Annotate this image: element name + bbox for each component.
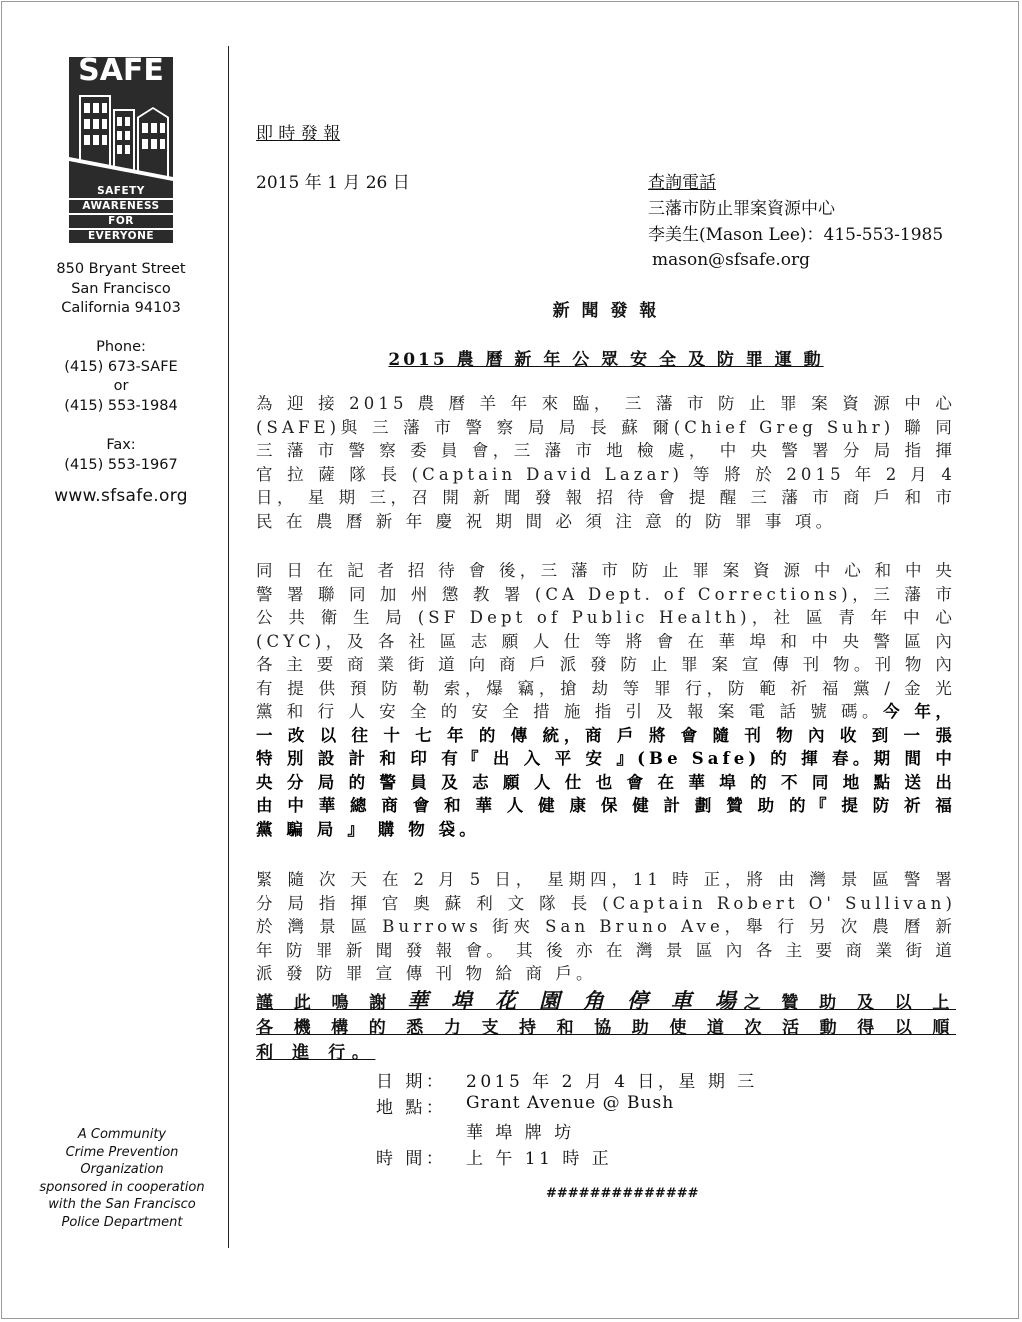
sidebar-divider: [228, 46, 229, 1248]
tagline-line-6: Police Department: [61, 1214, 183, 1230]
event-time-value: 上 午 11 時 正: [466, 1149, 613, 1169]
headline: [256, 345, 956, 370]
news-title: 新 聞 發 報: [552, 301, 660, 321]
safe-logo: [69, 57, 173, 243]
release-label: 即 時 發 報: [256, 124, 341, 144]
address-line-1: 850 Bryant Street: [56, 261, 186, 277]
sidebar-phone: [30, 338, 212, 416]
logo-bar-for: FOR: [69, 215, 173, 228]
tagline-line-5: with the San Francisco: [48, 1197, 196, 1213]
headline-text: 2015 農 曆 新 年 公 眾 安 全 及 防 罪 運 動: [388, 350, 824, 370]
paragraph-1: 為 迎 接 2015 農 曆 羊 年 來 臨， 三 藩 市 防 止 罪 案 資 源 中 心(SAFE)與 三 藩 市 警 察 局 局 長 蘇 爾(Chief Greg Suhr) 聯 同 三 藩 市 警 察 委 員 會，三 藩 市 地 檢 處， 中 央 警 署 分 局 指 揮 官 拉 薩 隊 長 (Captain David Lazar) 等 將 於 2015 年 2 月 4 日， 星 期 三，召 開 新 聞 發 報 招 待 會 提 醒 三 藩 市 商 戶 和 市 民 在 農 曆 新 年 慶 祝 期 間 必 須 注 意 的 防 罪 事 項。: [256, 394, 956, 531]
logo-bar-awareness: AWARENESS: [69, 200, 173, 213]
logo-bars: [69, 185, 173, 245]
thanks-post: 之 贊 助 及 以 上 各 機 構 的 悉 力 支 持 和 協 助 使 道 次 活 動 得 以 順 利 進 行。: [256, 993, 956, 1063]
tagline-line-1: A Community: [77, 1127, 167, 1142]
tagline-line-2: Crime Prevention: [65, 1144, 179, 1160]
event-place-value-2: 華 埠 牌 坊: [466, 1123, 575, 1143]
phone-number-2: (415) 553-1984: [64, 397, 178, 414]
sidebar-tagline: [36, 1126, 208, 1232]
address-line-3: California 94103: [61, 300, 181, 317]
tagline-line-3: Organization: [80, 1162, 164, 1178]
thanks-sponsor: 華 埠 花 園 角 停 車 場: [407, 988, 744, 1013]
logo-wordmark: SAFE: [78, 57, 164, 88]
fax-label: Fax:: [106, 437, 136, 453]
end-marks: ##############: [546, 1186, 699, 1201]
logo-bar-everyone: EVERYONE: [69, 230, 173, 243]
logo-building-block: [69, 57, 173, 185]
event-time-label: 時 間：: [376, 1149, 447, 1169]
paragraph-3: 緊 隨 次 天 在 2 月 5 日， 星期四，11 時 正，將 由 灣 景 區 警 署 分 局 指 揮 官 奧 蘇 利 文 隊 長 (Captain Robert O' Sullivan) 於 灣 景 區 Burrows 街夾 San Bruno Ave，舉 行 另 次 農 曆 新 年 防 罪 新 聞 發 報 會。 其 後 亦 在 灣 景 區 內 各 主 要 商 業 街 道 派 發 防 罪 宣 傳 刊 物 給 商 戶。: [256, 870, 956, 983]
address-line-2: San Francisco: [71, 280, 171, 297]
event-place-value-1: Grant Avenue @ Bush: [466, 1093, 675, 1113]
thanks-pre: 謹 此 鳴 謝: [256, 993, 408, 1013]
sidebar-fax: [30, 436, 212, 475]
contact-email[interactable]: mason@sfsafe.org: [652, 250, 811, 270]
contact-person: 李美生(Mason Lee)：415-553-1985: [648, 225, 944, 245]
release-date: 2015 年 1 月 26 日: [256, 173, 410, 193]
event-date-value: 2015 年 2 月 4 日，星 期 三: [466, 1072, 758, 1092]
contact-org: 三藩市防止罪案資源中心: [648, 199, 835, 219]
phone-or: or: [113, 378, 129, 395]
event-date-label: 日 期：: [376, 1072, 447, 1092]
logo-bar-safety: SAFETY: [69, 185, 173, 198]
acknowledgement: [256, 988, 956, 1066]
paragraph-2: [256, 559, 956, 841]
phone-number-1: (415) 673-SAFE: [64, 358, 178, 375]
fax-number: (415) 553-1967: [64, 456, 178, 473]
event-place-label: 地 點：: [376, 1098, 447, 1118]
phone-label: Phone:: [96, 339, 146, 355]
paragraph-2-text: 同 日 在 記 者 招 待 會 後，三 藩 市 防 止 罪 案 資 源 中 心 和 中 央 警 署 聯 同 加 州 懲 教 署 (CA Dept. of Corrections)，三 藩 市 公 共 衛 生 局 (SF Dept of Public Health)，社 區 青 年 中 心 (CYC)，及 各 社 區 志 願 人 仕 等 將 會 在 華 埠 和 中 央 警 區 內 各 主 要 商 業 街 道 向 商 戶 派 發 防 止 罪 案 宣 傳 刊 物。刊 物 內 有 提 供 預 防 勒 索，爆 竊，搶 劫 等 罪 行，防 範 祈 福 黨 / 金 光 黨 和 行 人 安 全 的 安 全 措 施 指 引 及 報 案 電 話 號 碼。: [256, 561, 956, 721]
website-link[interactable]: www.sfsafe.org: [54, 486, 188, 506]
sidebar-address: [30, 260, 212, 319]
contact-label: 查詢電話: [648, 173, 716, 193]
buildings-icon: [69, 57, 173, 185]
paragraph-2-bold: 今 年，一 改 以 往 十 七 年 的 傳 統，商 戶 將 會 隨 刊 物 內 收 到 一 張 特 別 設 計 和 印 有『 出 入 平 安 』(Be Safe) 的 揮 春。期 間 中 央 分 局 的 警 員 及 志 願 人 仕 也 會 在 華 埠 的 不 同 地 點 送 出 由 中 華 總 商 會 和 華 人 健 康 保 健 計 劃 贊 助 的『 提 防 祈 福 黨 騙 局 』 購 物 袋。: [256, 702, 957, 839]
tagline-line-4: sponsored in cooperation: [39, 1179, 205, 1195]
